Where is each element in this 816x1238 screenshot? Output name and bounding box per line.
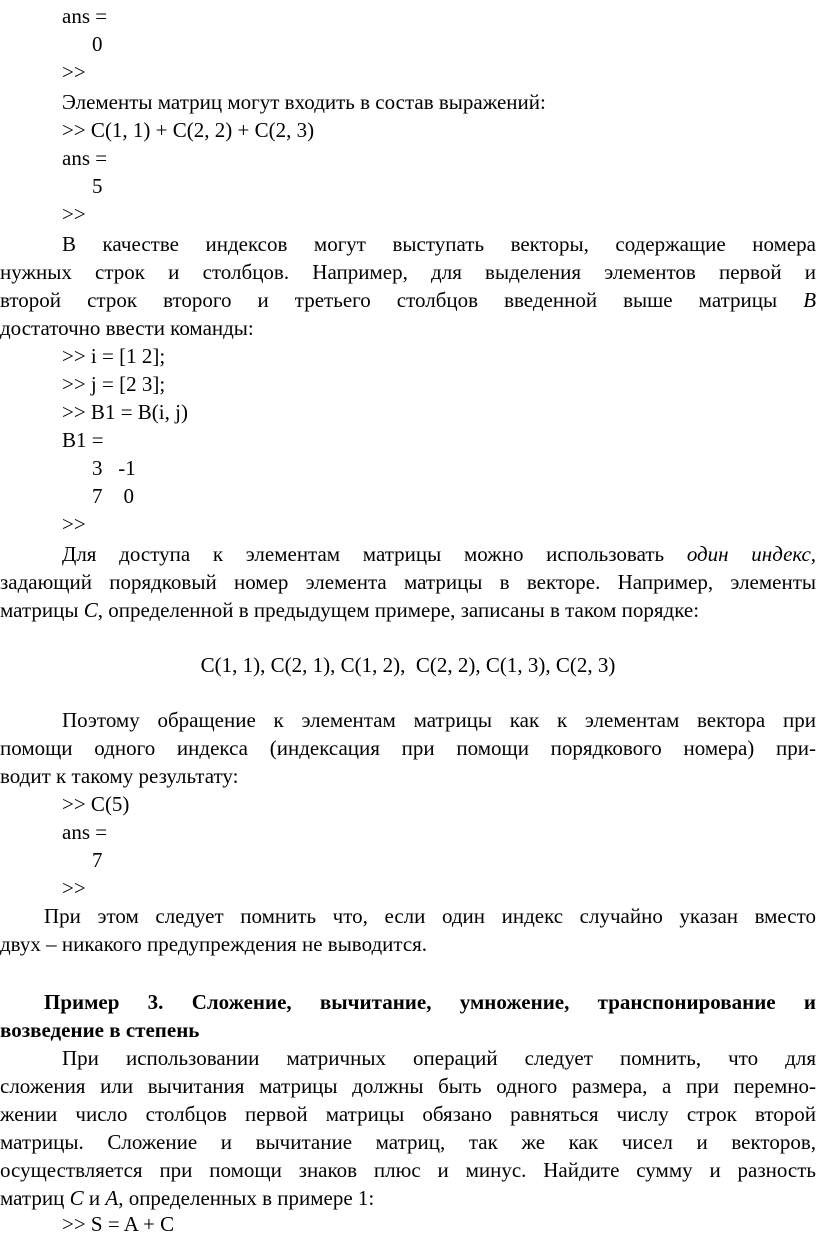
element-order-formula: C(1, 1), C(2, 1), C(1, 2), C(2, 2), C(1, 3), C(2, 3)	[200, 653, 616, 677]
section-heading: Пример 3. Сложение, вычитание, умножение, транспонирование и	[44, 990, 816, 1014]
code-output-label: ans =	[62, 820, 108, 844]
paragraph-line: Поэтому обращение к элементам матрицы как к элементам вектора при	[62, 708, 816, 732]
code-command: >> B1 = B(i, j)	[62, 400, 188, 424]
code-prompt: >>	[62, 876, 86, 900]
text-span: матрицы	[0, 598, 79, 622]
section-heading-continued: возведение в степень	[0, 1018, 200, 1042]
code-command: >> j = [2 3];	[62, 372, 166, 396]
code-output-value: 0	[92, 32, 103, 56]
code-command: >> i = [1 2];	[62, 344, 166, 368]
text-span: и	[88, 1186, 101, 1210]
paragraph-line: двух – никакого предупреждения не выводится.	[0, 932, 428, 956]
code-output-value: 5	[92, 174, 103, 198]
code-prompt: >>	[62, 512, 86, 536]
paragraph-line: осуществляется при помощи знаков плюс и минус. Найдите сумму и разность	[0, 1158, 816, 1182]
code-output-label: B1 =	[62, 428, 104, 452]
matrix-symbol: C	[69, 1186, 84, 1210]
paragraph-line	[0, 1185, 816, 1212]
code-prompt: >>	[62, 60, 86, 84]
paragraph-line: водит к такому результату:	[0, 764, 239, 788]
paragraph-line: В качестве индексов могут выступать векторы, содержащие номера	[62, 232, 816, 256]
code-command: >> S = A + C	[62, 1212, 175, 1236]
paragraph-line: При использовании матричных операций следует помнить, что для	[62, 1046, 816, 1070]
paragraph-line: Элементы матриц могут входить в состав выражений:	[62, 90, 546, 114]
matrix-symbol: B	[803, 288, 816, 312]
paragraph-line: При этом следует помнить что, если один индекс случайно указан вместо	[44, 904, 816, 928]
matrix-symbol: C	[83, 598, 98, 622]
text-span: матриц	[0, 1186, 65, 1210]
paragraph-line: достаточно ввести команды:	[0, 316, 254, 340]
code-output-label: ans =	[62, 146, 108, 170]
paragraph-line: нужных строк и столбцов. Например, для выделения элементов первой и	[0, 260, 816, 284]
paragraph-line: задающий порядковый номер элемента матрицы в векторе. Например, элементы	[0, 570, 816, 594]
paragraph-line: помощи одного индекса (индексация при помощи порядкового номера) при-	[0, 736, 816, 760]
paragraph-line	[0, 287, 816, 314]
code-command: >> C(1, 1) + C(2, 2) + C(2, 3)	[62, 118, 315, 142]
paragraph-line	[0, 597, 816, 624]
paragraph-line: матрицы. Сложение и вычитание матриц, так же как чисел и векторов,	[0, 1130, 816, 1154]
paragraph-line: жении число столбцов первой матрицы обязано равняться числу строк второй	[0, 1102, 816, 1126]
code-output-value: 7 0	[92, 484, 134, 508]
code-output-label: ans =	[62, 4, 108, 28]
paragraph-line	[62, 541, 816, 568]
text-span: , определенных в примере 1:	[118, 1186, 375, 1210]
code-output-value: 7	[92, 848, 103, 872]
matrix-symbol: A	[105, 1186, 119, 1210]
text-span: второй строк второго и третьего столбцов введенной выше матрицы	[0, 288, 778, 312]
paragraph-line: сложения или вычитания матрицы должны быть одного размера, а при перемно-	[0, 1074, 816, 1098]
code-command: >> C(5)	[62, 792, 130, 816]
code-prompt: >>	[62, 202, 86, 226]
text-span: , определенной в предыдущем примере, записаны в таком порядке:	[97, 598, 700, 622]
code-output-value: 3 -1	[92, 456, 136, 480]
emphasis-text: один индекс,	[686, 542, 816, 566]
text-span: Для доступа к элементам матрицы можно использовать	[62, 542, 665, 566]
